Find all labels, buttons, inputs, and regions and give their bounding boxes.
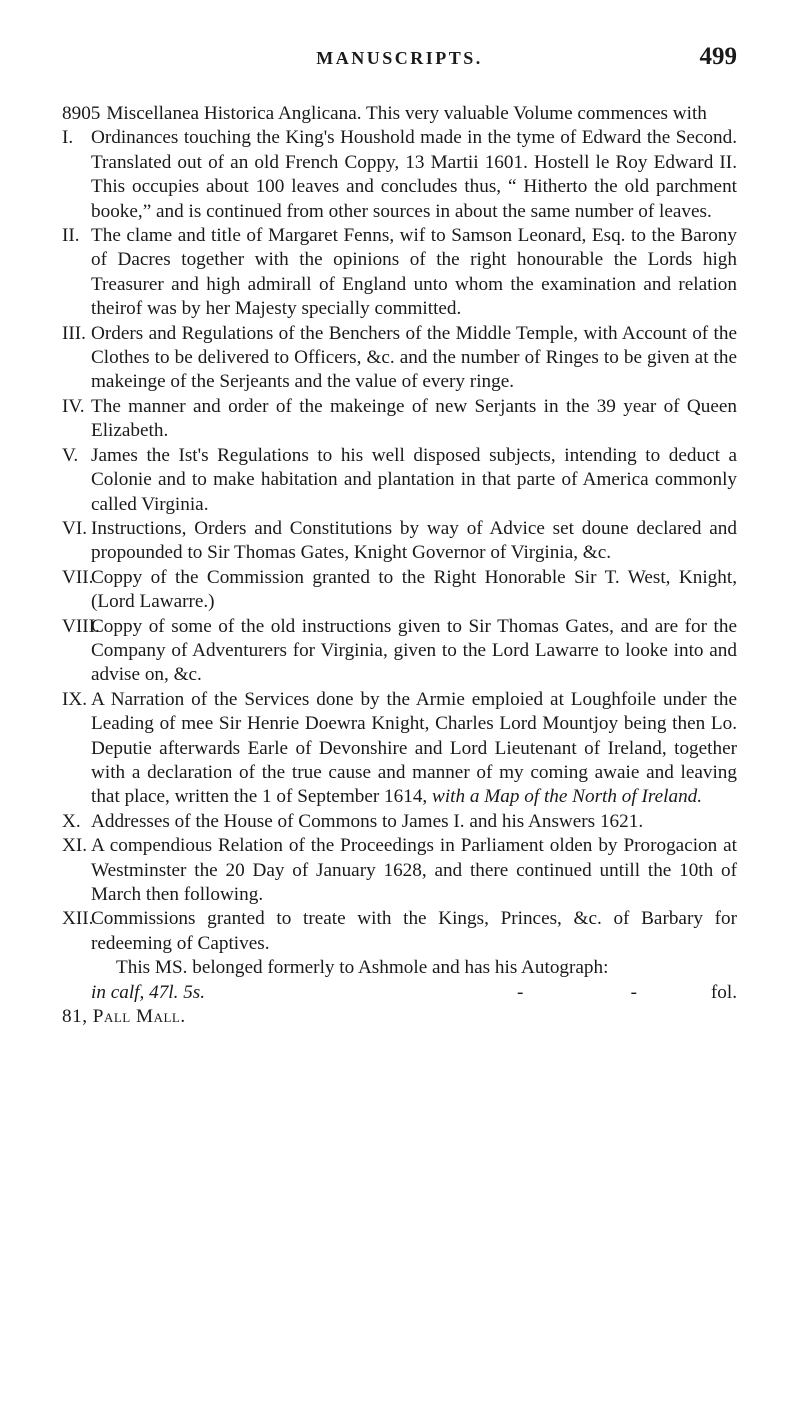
list-item — [62, 810, 737, 834]
binding: in calf, — [91, 981, 145, 1003]
item-text: The manner and order of the makeinge of new Serjants in the 39 year of Queen Elizabeth. — [91, 395, 737, 442]
item-text: Coppy of the Commission granted to the Right Honorable Sir T. West, Knight, (Lord Lawarre.) — [91, 566, 737, 613]
provenance-note: This MS. belonged formerly to Ashmole and has his Autograph: — [116, 957, 609, 979]
price: 47l. 5s. — [149, 981, 206, 1003]
dash: - — [517, 981, 524, 1003]
item-text: A Narration of the Services done by the Armie emploied at Loughfoile under the Leading of mee Sir Henrie Doewra Knight, Charles Lord Mountjoy being then Lo. Deputie afterwards Earle of Devonshire and Lord Lieutenant of Ireland, together with a declaration of the true cause and manner of my coming awaie and leaving that place, written the 1 of September 1614, — [91, 688, 737, 808]
item-text: Orders and Regulations of the Benchers of the Middle Temple, with Account of the Clothes to be delivered to Officers, &c. and the number of Ringes to be given at the makeinge of the Serjeants and the value of every ringe. — [91, 322, 737, 393]
item-numeral: XI. — [62, 835, 88, 857]
dash: - — [630, 981, 637, 1003]
item-text: Ordinances touching the King's Houshold made in the tyme of Edward the Second. Translated out of an old French Coppy, 13 Martii 1601. Hostell le Roy Edward II. This occupies about 100 leaves and concludes thus, “ Hitherto the old parchment booke,” and is continued from other sources in about the same number of leaves. — [91, 127, 737, 222]
item-numeral: XII. — [62, 908, 94, 930]
item-text: Instructions, Orders and Constitutions by way of Advice set doune declared and propounded to Sir Thomas Gates, Knight Governor of Virginia, &c. — [91, 517, 737, 564]
item-numeral: X. — [62, 810, 81, 832]
item-text: James the Ist's Regulations to his well disposed subjects, intending to deduct a Colonie and to make habitation and plantation in that parte of America commonly called Virginia. — [91, 444, 737, 515]
item-numeral: V. — [62, 444, 79, 466]
price-line — [62, 981, 737, 1005]
list-item — [62, 834, 737, 907]
item-text: Coppy of some of the old instructions given to Sir Thomas Gates, and are for the Company of Adventurers for Virginia, given to the Lord Lawarre to looke into and advise on, &c. — [91, 615, 737, 686]
list-item — [62, 224, 737, 322]
list-item — [62, 907, 737, 956]
lot-number: 8905 — [62, 103, 101, 124]
item-numeral: VIII. — [62, 615, 100, 637]
list-item — [62, 126, 737, 224]
item-text: Commissions granted to treate with the Kings, Princes, &c. of Barbary for redeeming of Captives. — [91, 908, 737, 954]
list-item — [62, 615, 737, 688]
shop-address: 81, Pall Mall. — [62, 1006, 186, 1028]
list-item — [62, 395, 737, 444]
item-numeral: VII. — [62, 566, 94, 588]
list-item — [62, 322, 737, 395]
running-head: MANUSCRIPTS. — [316, 48, 483, 68]
list-item — [62, 688, 737, 810]
page-header — [62, 0, 737, 92]
item-numeral: IX. — [62, 688, 88, 710]
item-numeral: IV. — [62, 395, 85, 417]
item-numeral: III. — [62, 322, 86, 344]
item-numeral: VI. — [62, 517, 88, 539]
list-item — [62, 444, 737, 517]
item-numeral: II. — [62, 225, 80, 247]
item-list — [62, 126, 737, 956]
page-number: 499 — [699, 43, 737, 70]
item-numeral: I. — [62, 127, 74, 149]
item-italic-note: with a Map of the North of Ireland. — [432, 786, 703, 808]
entry-intro — [62, 102, 737, 126]
item-text: Addresses of the House of Commons to James I. and his Answers 1621. — [91, 810, 644, 832]
item-text: A compendious Relation of the Proceedings in Parliament olden by Prorogacion at Westminster the 20 Day of January 1628, and there continued untill the 10th of March then following. — [91, 835, 737, 905]
list-item — [62, 566, 737, 615]
entry-title: Miscellanea Historica Anglicana. This very valuable Volume commences with — [106, 103, 707, 124]
book-format: fol. — [710, 981, 737, 1003]
catalogue-entry — [62, 102, 737, 1029]
list-item — [62, 517, 737, 566]
item-text: The clame and title of Margaret Fenns, wif to Samson Leonard, Esq. to the Barony of Dacres together with the opinions of the right honourable the Lords high Treasurer and high admirall of England unto whom the examination and relation theirof was by her Majesty specially committed. — [91, 225, 737, 320]
